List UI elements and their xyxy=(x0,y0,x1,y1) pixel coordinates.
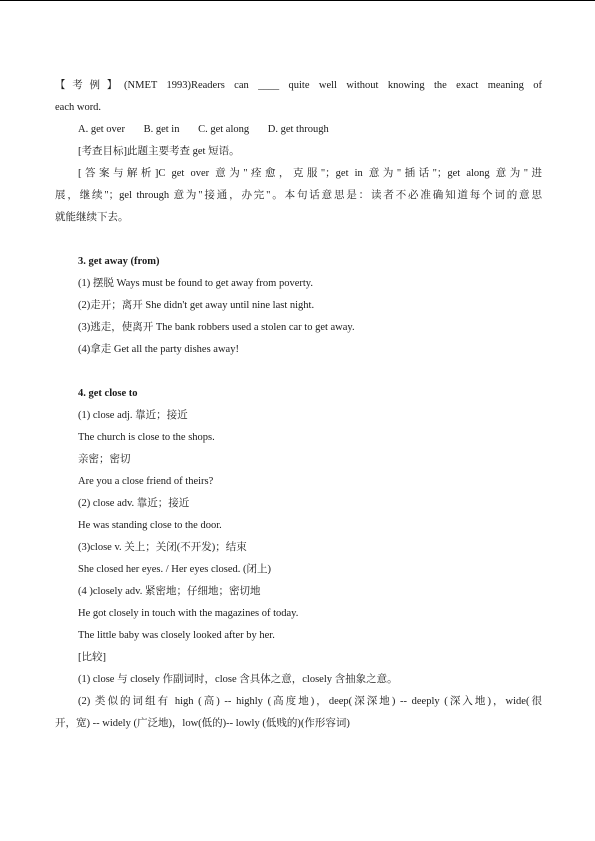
section3-item: (2)走开；离开 She didn't get away until nine last night. xyxy=(78,300,315,311)
example-options xyxy=(78,123,329,137)
compare-item2-line1: (2) 类似的词组有 high (高) -- highly (高度地)，deep(深深地) -- deeply (深入地)，wide(很 xyxy=(78,696,542,707)
section4-line: The little baby was closely looked after by her. xyxy=(78,630,275,641)
section3-item: (3)逃走，使离开 The bank robbers used a stolen car to get away. xyxy=(78,322,355,333)
section4-line: She closed her eyes. / Her eyes closed. (闭上) xyxy=(78,564,272,575)
option-a: A. get over xyxy=(78,124,125,135)
section4-line: 亲密；密切 xyxy=(78,454,131,465)
section4-line: (2) close adv. 靠近；接近 xyxy=(78,498,190,509)
section4-line: He got closely in touch with the magazines of today. xyxy=(78,608,299,619)
analysis-line3: 就能继续下去。 xyxy=(55,212,129,223)
analysis-line2: 展，继续"；gel through 意为"接通，办完"。本句话意思是：读者不必准确知道每个词的意思 xyxy=(55,190,542,201)
section4-heading: 4. get close to xyxy=(78,388,138,399)
section4-line: (3)close v. 关上；关闭(不开发)；结束 xyxy=(78,542,247,553)
compare-item1: (1) close 与 closely 作副词时，close 含具体之意，closely 含抽象之意。 xyxy=(78,674,398,685)
top-rule xyxy=(0,0,595,1)
compare-heading: [比较] xyxy=(78,652,106,663)
section3-heading: 3. get away (from) xyxy=(78,256,160,267)
option-d: D. get through xyxy=(267,124,329,135)
section3-item: (1) 摆脱 Ways must be found to get away from poverty. xyxy=(78,278,313,289)
example-question-line1: 【考例】(NMET 1993)Readers can ____ quite well without knowing the exact meaning of xyxy=(55,80,542,91)
section4-line: The church is close to the shops. xyxy=(78,432,215,443)
example-question-line2: each word. xyxy=(55,102,102,113)
section4-line: He was standing close to the door. xyxy=(78,520,222,531)
option-b: B. get in xyxy=(143,124,180,135)
section4-line: Are you a close friend of theirs? xyxy=(78,476,214,487)
analysis-line1: [答案与解析]C get over 意为"痊愈，克服"；get in 意为"插话"；get along 意为"进 xyxy=(78,168,542,179)
section4-line: (1) close adj. 靠近；接近 xyxy=(78,410,188,421)
section4-line: (4 )closely adv. 紧密地；仔细地；密切地 xyxy=(78,586,261,597)
exam-target: [考查目标]此题主要考查 get 短语。 xyxy=(78,146,240,157)
compare-item2-line2: 开，宽) -- widely (广泛地)，low(低的)-- lowly (低贱的)(作形容词) xyxy=(55,718,350,729)
section3-item: (4)拿走 Get all the party dishes away! xyxy=(78,344,239,355)
option-c: C. get along xyxy=(198,124,250,135)
